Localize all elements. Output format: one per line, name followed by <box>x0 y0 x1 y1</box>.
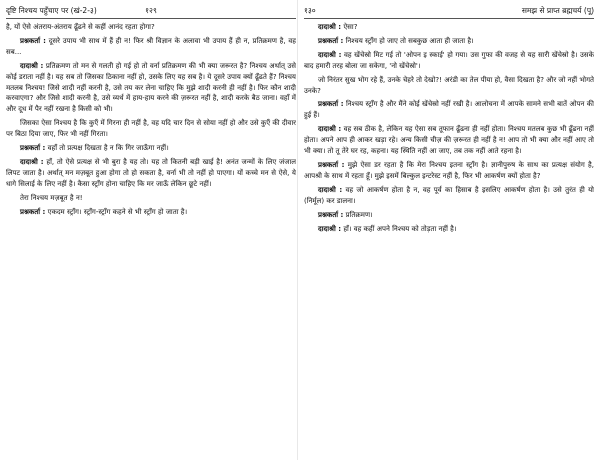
paragraph-text: हाँ, तो ऐसे प्रत्यक्ष से भी बुरा है यह तो। यह तो कितनी बड़ी खाई है! अनंत जन्मों के लिए जंजाल लिपट जाता है। अर्थात् मन मज़बूत हुआ होगा तो हो सकता है, वर्ना भी तो नहीं हो पाएगा। यों कच्चे मन से ऐसे, ये धागे सिलाई के लिए नहीं है। कैसा स्ट्रॉंग होना चाहिए कि मर जाऊँ लेकिन छूटे नहीं। <box>6 157 296 188</box>
paragraph <box>6 207 296 218</box>
paragraph-text: है, यों ऐसे अंतराय-अंतराय ढूँढने से कहीं आनंद रहता होगा? <box>6 23 155 31</box>
left-running-title: दृष्टि निश्चय पहुँचाए पर (खं-2-३) <box>6 6 97 15</box>
paragraph-text: वह जो आकर्षण होता है न, वह पूर्व का हिसाब है इसलिए आकर्षण होता है। उसे तुरंत ही यो (निर्मूल) कर डालना। <box>304 185 594 205</box>
speaker-label: प्रश्नकर्ता : <box>20 144 46 153</box>
paragraph-text: मुझे ऐसा डर रहता है कि मेरा निश्चय इतना स्ट्रॉंग है। ज्ञानीपुरुष के साथ का प्रत्यक्ष संयोग है, आपश्री के साथ में रहता हूँ। मुझे इसमें बिल्कुल इन्टरेस्ट नहीं है, फिर भी आकर्षण क्यों होता है? <box>304 160 594 180</box>
left-page-header <box>6 4 296 19</box>
paragraph <box>304 99 594 121</box>
paragraph <box>6 157 296 190</box>
speaker-label: प्रश्नकर्ता : <box>20 207 46 216</box>
paragraph-text: तेरा निश्चय मज़बूत है न! <box>20 193 83 202</box>
paragraph-text: प्रतिक्रमण। <box>345 210 373 219</box>
speaker-label: दादाश्री : <box>318 224 342 233</box>
paragraph <box>304 210 594 221</box>
paragraph-text: जिसका ऐसा निश्चय है कि कुएँ में गिरना ही नहीं है, वह यदि चार दिन से सोया नहीं हो और उसे कुएँ की दीवार पर बिठा दिया जाए, फिर भी नहीं गिरता। <box>6 119 296 139</box>
speaker-label: प्रश्नकर्ता : <box>318 100 344 109</box>
paragraph <box>304 36 594 47</box>
speaker-label: प्रश्नकर्ता : <box>318 160 345 169</box>
paragraph <box>304 124 594 157</box>
right-page <box>304 4 594 456</box>
right-page-header <box>304 4 594 19</box>
speaker-label: दादाश्री : <box>20 157 44 166</box>
paragraph <box>304 75 594 97</box>
right-running-title: समझ से प्राप्त ब्रह्मचर्य (पू) <box>521 6 594 15</box>
paragraph-text: वह सब ठीक है, लेकिन यह ऐसा सब तूफान ढूँढना ही नहीं होता। निश्चय मतलब कुछ भी ढूँढना नहीं होता। अपने आप ही आकर खड़ा रहे। अन्य किसी चीज़ की ज़रूरत ही नहीं है न! आप तो भी क्या और नहीं आए तो भी क्या। तो तू तेरे घर रह, कहना। यह स्थिति नहीं आ जाए, तब तक नहीं आते रहना है। <box>304 125 594 156</box>
paragraph <box>6 118 296 140</box>
left-page <box>6 4 296 456</box>
speaker-label: दादाश्री : <box>318 125 342 134</box>
paragraph-text: दूसरे उपाय भी साथ में हैं ही न! फिर श्री विज्ञान के अलावा भी उपाय हैं ही न, प्रतिक्रमण है, वह सब... <box>6 36 296 56</box>
speaker-label: प्रश्नकर्ता : <box>318 36 344 45</box>
paragraph <box>6 22 296 33</box>
speaker-label: दादाश्री : <box>318 185 343 194</box>
paragraph-text: निश्चय स्ट्रॉंग है और मैंने कोई खेंचेस्रो नहीं रखी है। आलोचना में आपके सामने सभी बातें ओपन की हुई हैं। <box>304 100 594 120</box>
paragraph-text: निश्चय स्ट्रॉंग हो जाए तो सबकुछ आता ही जाता है। <box>345 36 474 45</box>
speaker-label: दादाश्री : <box>318 23 342 31</box>
paragraph <box>304 160 594 182</box>
paragraph <box>6 143 296 154</box>
paragraph-text: जो निरंतर सुख भोग रहे हैं, उनके चेहरे तो देखो?! अरंडी का तेल पीया हो, वैसा दिखता है? और जो नहीं भोगते उनके? <box>304 75 594 95</box>
paragraph <box>6 61 296 116</box>
left-page-body <box>6 22 296 218</box>
paragraph-text: वह खेंचेस्रो मिट गई तो 'ओपन इ स्काई' हो गया। उस गुफा की वजह से यह सारी खेंचेस्रो है। उसके बाद हमारी तरह बोला जा सकेगा, 'नो खेंचेस्रो'। <box>304 50 594 70</box>
paragraph-text: ऐसा? <box>343 23 358 31</box>
paragraph-text: हाँ। वह कहीं अपने निश्चय को तोड़ता नहीं है। <box>343 224 457 233</box>
paragraph-text: वहाँ तो प्रत्यक्ष दिखता है न कि गिर जाऊँगा नहीं। <box>47 144 169 153</box>
paragraph <box>304 185 594 207</box>
paragraph <box>6 36 296 58</box>
right-page-number: १३० <box>304 6 316 15</box>
speaker-label: दादाश्री : <box>20 61 44 70</box>
paragraph <box>6 193 296 204</box>
right-page-body <box>304 22 594 234</box>
paragraph <box>304 50 594 72</box>
paragraph <box>304 22 594 33</box>
paragraph-text: एकदम स्ट्रॉंग। स्ट्रॉंग-स्ट्रॉंग कहने से भी स्ट्रॉंग हो जाता है। <box>47 207 188 216</box>
paragraph <box>304 224 594 235</box>
paragraph-text: प्रतिक्रमण तो मन से गलती हो गई हो तो वर्ना प्रतिक्रमण की भी क्या जरूरत है? निश्चय अर्थात् उसे कोई डराता नहीं है। यह सब तो जिसका ठिकाना नहीं हो, उसके लिए यह सब है। ये दूसरे उपाय क्यों ढूँढते हैं? निश्चय मतलब निश्चय! जिसे शादी नहीं करनी है, उसे तय कर लेना चाहिए कि मुझे शादी करनी ही नहीं है। फिर कौन शादी करवाएगा? और जिसे शादी करनी है, उसे व्यर्थ में हाय-हाय करने की ज़रूरत नहीं है, शादी करके बैठ जाना। वहाँ में और दूध में पैर नहीं रखना है किसी को भी। <box>6 61 296 114</box>
left-page-number: १२९ <box>145 6 157 15</box>
speaker-label: प्रश्नकर्ता : <box>318 210 344 219</box>
speaker-label: प्रश्नकर्ता : <box>20 36 46 45</box>
gutter <box>297 0 298 460</box>
speaker-label: दादाश्री : <box>318 50 342 59</box>
